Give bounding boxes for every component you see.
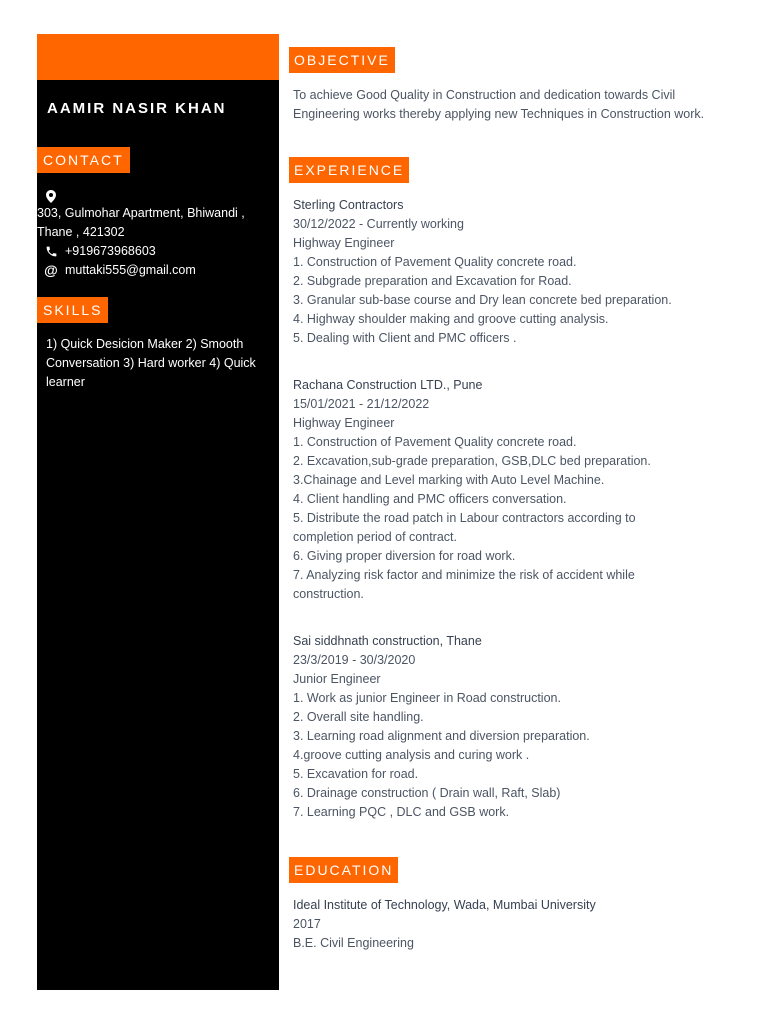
- skills-heading: SKILLS: [37, 297, 108, 323]
- location-pin-icon: [43, 188, 59, 204]
- job-role: Highway Engineer: [293, 236, 395, 250]
- phone-icon: [43, 244, 59, 260]
- job-item: 5. Excavation for road.: [293, 767, 419, 781]
- at-sign-icon: @: [44, 262, 58, 278]
- job-item: 5. Distribute the road patch in Labour contractors according to completion period of contract.: [293, 511, 636, 544]
- education-year: 2017: [293, 917, 321, 931]
- phone-number[interactable]: +919673968603: [65, 244, 156, 258]
- objective-text: To achieve Good Quality in Construction and dedication towards Civil Engineering works thereby applying new Techniques in Construction work.: [293, 88, 705, 121]
- sidebar-accent-bar: [37, 34, 279, 80]
- job-item: 4.groove cutting analysis and curing work .: [293, 748, 530, 762]
- job-dates: 23/3/2019 - 30/3/2020: [293, 653, 416, 667]
- education-institute: Ideal Institute of Technology, Wada, Mumbai University: [293, 898, 596, 912]
- job-item: 1. Construction of Pavement Quality concrete road.: [293, 435, 577, 449]
- education-entry: [293, 896, 723, 953]
- job-item: 2. Excavation,sub-grade preparation, GSB,DLC bed preparation.: [293, 454, 651, 468]
- contact-heading: CONTACT: [37, 147, 130, 173]
- job-item: 6. Drainage construction ( Drain wall, Raft, Slab): [293, 786, 561, 800]
- job-company: Sterling Contractors: [293, 198, 404, 212]
- job-item: 3. Learning road alignment and diversion preparation.: [293, 729, 590, 743]
- job-role: Junior Engineer: [293, 672, 381, 686]
- address-text: 303, Gulmohar Apartment, Bhiwandi , Thane , 421302: [37, 206, 245, 239]
- experience-heading: EXPERIENCE: [289, 157, 409, 183]
- skills-text: 1) Quick Desicion Maker 2) Smooth Conversation 3) Hard worker 4) Quick learner: [46, 337, 256, 389]
- job-company: Rachana Construction LTD., Pune: [293, 378, 483, 392]
- job-item: 7. Learning PQC , DLC and GSB work.: [293, 805, 510, 819]
- job-item: 3. Granular sub-base course and Dry lean concrete bed preparation.: [293, 293, 672, 307]
- job-item: 5. Dealing with Client and PMC officers .: [293, 331, 517, 345]
- job-item: 6. Giving proper diversion for road work.: [293, 549, 516, 563]
- job-role: Highway Engineer: [293, 416, 395, 430]
- candidate-name: AAMIR NASIR KHAN: [47, 100, 227, 117]
- job-dates: 15/01/2021 - 21/12/2022: [293, 397, 430, 411]
- job-item: 2. Overall site handling.: [293, 710, 424, 724]
- objective-heading: OBJECTIVE: [289, 47, 395, 73]
- contact-details: [37, 188, 277, 280]
- education-heading: EDUCATION: [289, 857, 398, 883]
- job-entry: [293, 376, 723, 604]
- job-item: 3.Chainage and Level marking with Auto Level Machine.: [293, 473, 605, 487]
- job-dates: 30/12/2022 - Currently working: [293, 217, 464, 231]
- job-item: 1. Work as junior Engineer in Road construction.: [293, 691, 561, 705]
- education-degree: B.E. Civil Engineering: [293, 936, 414, 950]
- job-item: 4. Highway shoulder making and groove cutting analysis.: [293, 312, 609, 326]
- job-item: 7. Analyzing risk factor and minimize the risk of accident while construction.: [293, 568, 635, 601]
- job-item: 4. Client handling and PMC officers conversation.: [293, 492, 567, 506]
- job-company: Sai siddhnath construction, Thane: [293, 634, 482, 648]
- job-entry: [293, 196, 723, 348]
- job-item: 2. Subgrade preparation and Excavation for Road.: [293, 274, 572, 288]
- sidebar: [37, 34, 279, 990]
- job-entry: [293, 632, 723, 822]
- email-address[interactable]: muttaki555@gmail.com: [65, 263, 196, 277]
- job-item: 1. Construction of Pavement Quality concrete road.: [293, 255, 577, 269]
